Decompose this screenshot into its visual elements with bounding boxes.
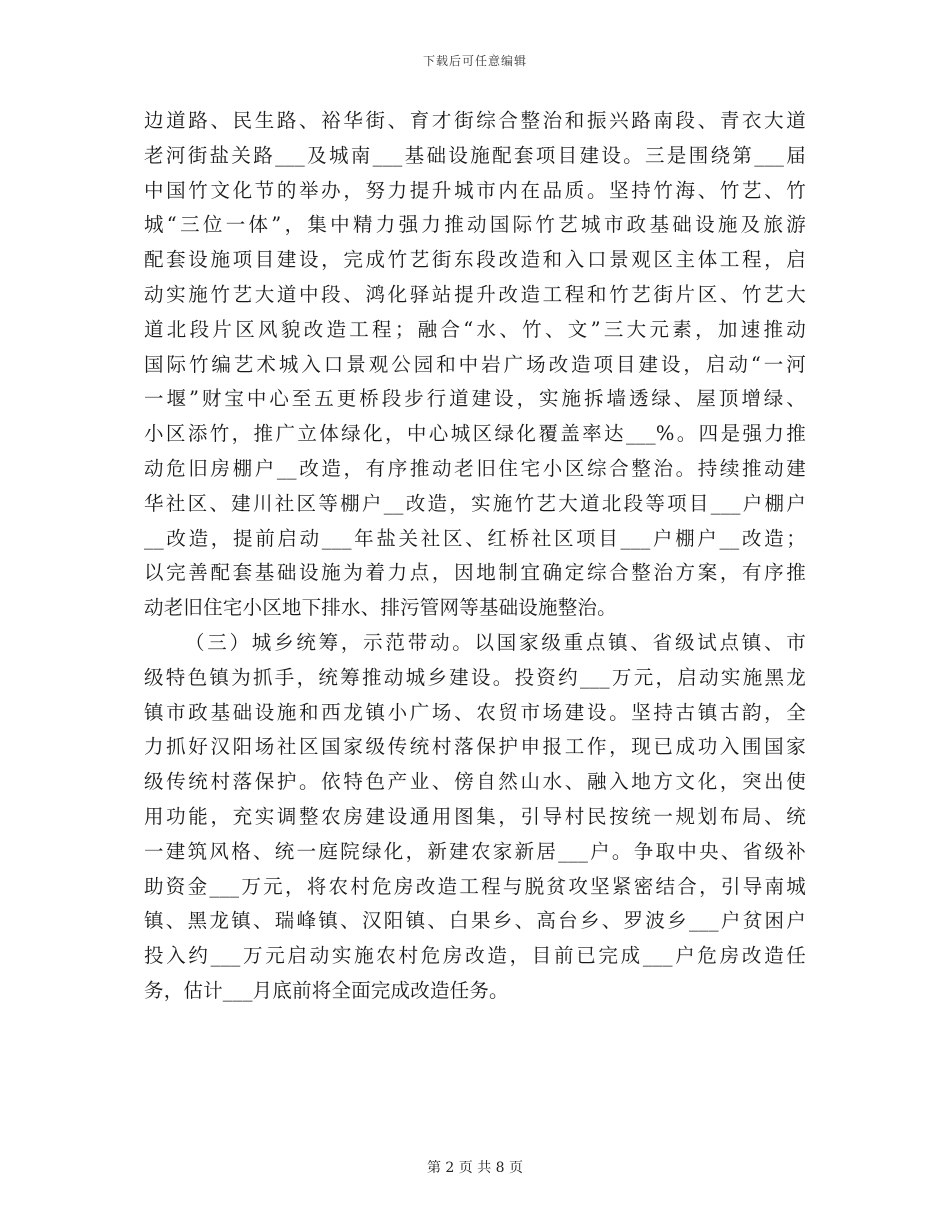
body-line: 一堰”财宝中心至五更桥段步行道建设，实施拆墙透绿、屋顶增绿、 [144, 387, 806, 411]
body-line: 华社区、建川社区等棚户__改造，实施竹艺大道北段等项目___户棚户 [144, 491, 806, 515]
body-line: 力抓好汉阳场社区国家级传统村落保护申报工作，现已成功入围国家 [144, 735, 806, 759]
body-line: 以完善配套基础设施为着力点，因地制宜确定综合整治方案，有序推 [144, 561, 806, 585]
body-line: 镇、黑龙镇、瑞峰镇、汉阳镇、白果乡、高台乡、罗波乡___户贫困户 [144, 909, 806, 933]
body-line: 级特色镇为抓手，统筹推动城乡建设。投资约___万元，启动实施黑龙 [144, 665, 806, 689]
section-heading-line: （三）城乡统筹，示范带动。以国家级重点镇、省级试点镇、市 [185, 630, 806, 654]
page-number: 第 2 页 共 8 页 [426, 1160, 524, 1176]
body-line: 务，估计___月底前将全面完成改造任务。 [144, 978, 509, 1002]
body-line: 镇市政基础设施和西龙镇小广场、农贸市场建设。坚持古镇古韵，全 [144, 700, 806, 724]
body-line: 动实施竹艺大道中段、鸿化驿站提升改造工程和竹艺街片区、竹艺大 [144, 282, 806, 306]
body-line: 一建筑风格、统一庭院绿化，新建农家新居___户。争取中央、省级补 [144, 839, 806, 863]
body-line: 中国竹文化节的举办，努力提升城市内在品质。坚持竹海、竹艺、竹 [144, 178, 806, 202]
body-line: 动危旧房棚户__改造，有序推动老旧住宅小区综合整治。持续推动建 [144, 456, 806, 480]
body-line: 边道路、民生路、裕华街、育才街综合整治和振兴路南段、青衣大道 [144, 109, 806, 132]
body-line: 国际竹编艺术城入口景观公园和中岩广场改造项目建设，启动“一河 [144, 352, 806, 376]
body-line: 助资金___万元，将农村危房改造工程与脱贫攻坚紧密结合，引导南城 [144, 874, 806, 898]
document-body [144, 104, 806, 1009]
body-line: 道北段片区风貌改造工程；融合“水、竹、文”三大元素，加速推动 [144, 317, 806, 341]
body-line: 动老旧住宅小区地下排水、排污管网等基础设施整治。 [144, 596, 617, 620]
page-header: 下载后可任意编辑 [422, 54, 527, 68]
body-line: 用功能，充实调整农房建设通用图集，引导村民按统一规划布局、统 [144, 804, 806, 828]
body-line: __改造，提前启动___年盐关社区、红桥社区项目___户棚户__改造； [144, 526, 806, 550]
body-line: 小区添竹，推广立体绿化，中心城区绿化覆盖率达___%。四是强力推 [144, 422, 806, 446]
body-line: 级传统村落保护。依特色产业、傍自然山水、融入地方文化，突出使 [144, 770, 806, 794]
body-line: 投入约___万元启动实施农村危房改造，目前已完成___户危房改造任 [144, 944, 806, 968]
body-line: 老河街盐关路___及城南___基础设施配套项目建设。三是围绕第___届 [144, 143, 806, 167]
body-line: 配套设施项目建设，完成竹艺街东段改造和入口景观区主体工程，启 [144, 248, 806, 272]
body-line: 城“三位一体”，集中精力强力推动国际竹艺城市政基础设施及旅游 [144, 213, 806, 237]
